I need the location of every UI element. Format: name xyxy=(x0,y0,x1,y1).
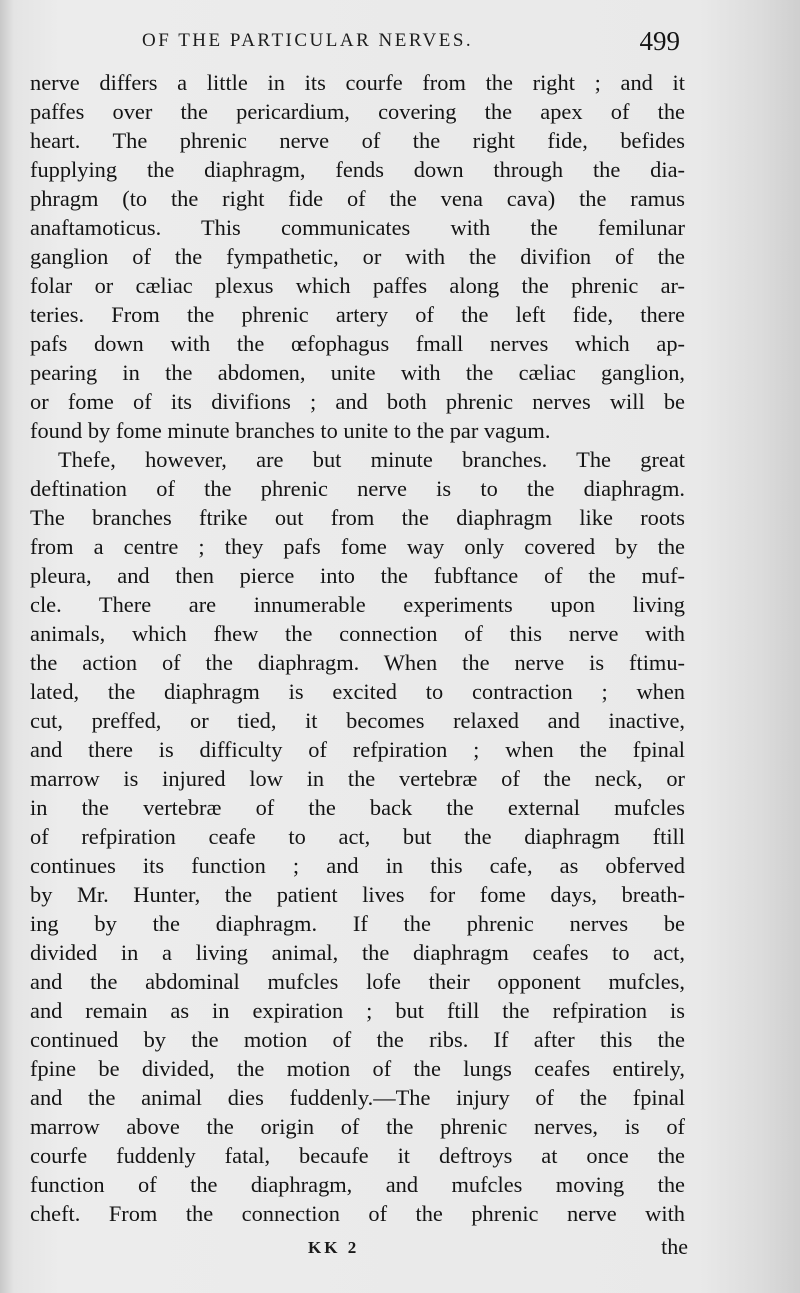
paragraph xyxy=(30,445,685,1228)
text-line: Thefe, however, are but minute branches. The great xyxy=(58,447,685,472)
text-line: lated, the diaphragm is excited to contraction ; when xyxy=(30,679,685,704)
text-line: ganglion of the fympathetic, or with the divifion of the xyxy=(30,244,685,269)
text-line: function of the diaphragm, and mufcles moving the xyxy=(30,1172,685,1197)
text-line: paffes over the pericardium, covering the apex of the xyxy=(30,99,685,124)
text-line: continues its function ; and in this cafe, as obferved xyxy=(30,853,685,878)
text-line: heart. The phrenic nerve of the right fide, befides xyxy=(30,128,685,153)
text-line: anaftamoticus. This communicates with the femilunar xyxy=(30,215,685,240)
text-line: pearing in the abdomen, unite with the cæliac ganglion, xyxy=(30,360,685,385)
text-line: divided in a living animal, the diaphragm ceafes to act, xyxy=(30,940,685,965)
text-line: in the vertebræ of the back the external mufcles xyxy=(30,795,685,820)
text-line: of refpiration ceafe to act, but the diaphragm ftill xyxy=(30,824,685,849)
text-line: found by fome minute branches to unite to the par vagum. xyxy=(30,418,551,443)
text-line: and the animal dies fuddenly.—The injury of the fpinal xyxy=(30,1085,685,1110)
text-line: continued by the motion of the ribs. If after this the xyxy=(30,1027,685,1052)
text-line: courfe fuddenly fatal, becaufe it deftroys at once the xyxy=(30,1143,685,1168)
page-header xyxy=(30,26,680,60)
text-line: cle. There are innumerable experiments upon living xyxy=(30,592,685,617)
text-line: nerve differs a little in its courfe from the right ; and it xyxy=(30,70,685,95)
page-number: 499 xyxy=(639,26,680,56)
text-line: deftination of the phrenic nerve is to the diaphragm. xyxy=(30,476,685,501)
text-line: fupplying the diaphragm, fends down through the dia- xyxy=(30,157,685,182)
paragraph xyxy=(30,68,685,445)
text-line: phragm (to the right fide of the vena cava) the ramus xyxy=(30,186,685,211)
signature-mark: KK 2 xyxy=(308,1238,360,1257)
text-line: by Mr. Hunter, the patient lives for fome days, breath- xyxy=(30,882,685,907)
text-line: marrow is injured low in the vertebræ of the neck, or xyxy=(30,766,685,791)
text-line: ing by the diaphragm. If the phrenic nerves be xyxy=(30,911,685,936)
text-line: and remain as in expiration ; but ftill the refpiration is xyxy=(30,998,685,1023)
text-line: cheft. From the connection of the phrenic nerve with xyxy=(30,1201,685,1226)
text-line: pafs down with the œfophagus fmall nerves which ap- xyxy=(30,331,685,356)
text-line: and the abdominal mufcles lofe their opponent mufcles, xyxy=(30,969,685,994)
text-line: from a centre ; they pafs fome way only covered by the xyxy=(30,534,685,559)
text-line: folar or cæliac plexus which paffes along the phrenic ar- xyxy=(30,273,685,298)
text-line: the action of the diaphragm. When the nerve is ftimu- xyxy=(30,650,685,675)
running-head: OF THE PARTICULAR NERVES. xyxy=(142,30,474,51)
text-line: animals, which fhew the connection of this nerve with xyxy=(30,621,685,646)
text-line: The branches ftrike out from the diaphragm like roots xyxy=(30,505,685,530)
text-line: cut, preffed, or tied, it becomes relaxed and inactive, xyxy=(30,708,685,733)
text-line: marrow above the origin of the phrenic nerves, is of xyxy=(30,1114,685,1139)
text-line: fpine be divided, the motion of the lungs ceafes entirely, xyxy=(30,1056,685,1081)
body-text xyxy=(30,68,685,1228)
page-footer xyxy=(30,1234,688,1264)
text-line: pleura, and then pierce into the fubftance of the muf- xyxy=(30,563,685,588)
text-line: or fome of its divifions ; and both phrenic nerves will be xyxy=(30,389,685,414)
text-line: and there is difficulty of refpiration ; when the fpinal xyxy=(30,737,685,762)
text-line: teries. From the phrenic artery of the left fide, there xyxy=(30,302,685,327)
catchword: the xyxy=(661,1234,688,1259)
